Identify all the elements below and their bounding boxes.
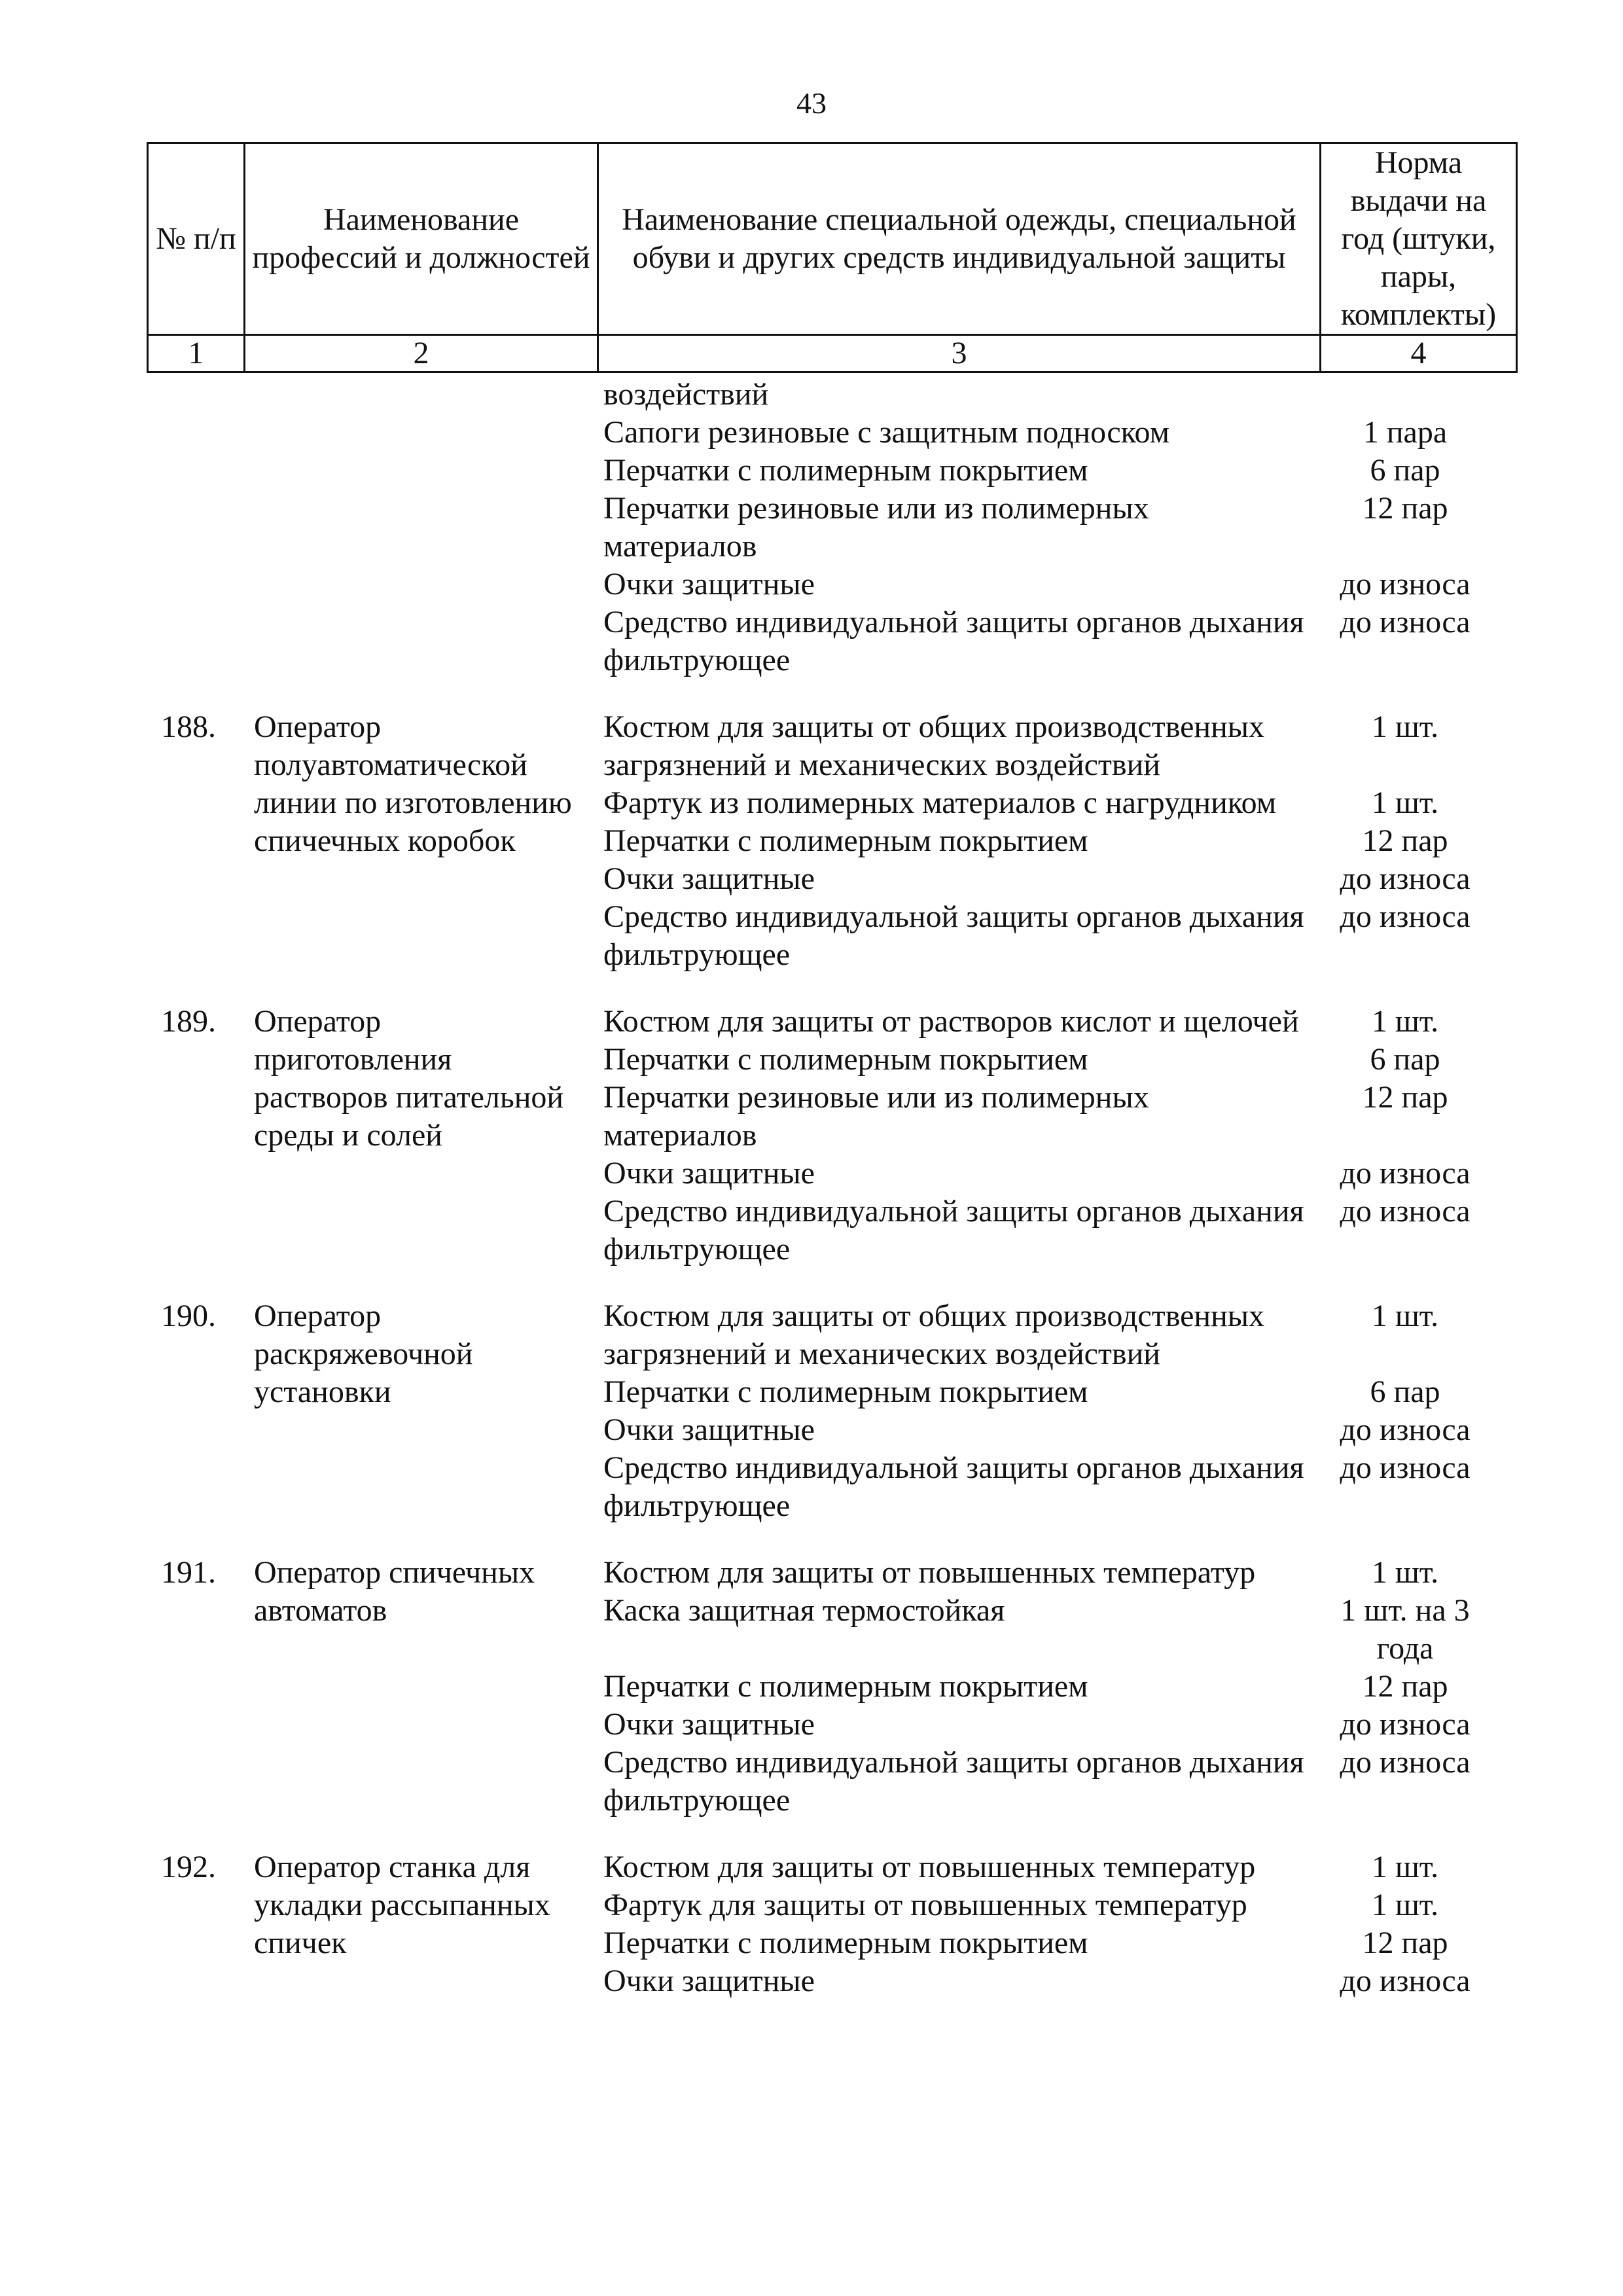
equipment-item [603,452,1623,490]
equipment-item [603,1373,1623,1411]
equipment-name: Очки защитные [603,861,815,896]
equipment-name: Средство индивидуальной защиты органов дыхания фильтрующее [603,605,1304,677]
equipment-item [603,784,1623,822]
table-header [147,142,1518,373]
equipment-quantity: до износа [1340,1964,1471,1998]
equipment-name: Костюм для защиты от общих производственных загрязнений и механических воздействий [603,709,1265,782]
equipment-item [603,898,1623,974]
table-entry [0,1297,1623,1525]
equipment-quantity: до износа [1340,899,1471,934]
equipment-quantity [1310,376,1500,414]
equipment-name: Перчатки резиновые или из полимерных материалов [603,1080,1149,1153]
table-entry [0,1848,1623,2000]
equipment-item [603,1193,1623,1268]
table-body [0,376,1623,2029]
equipment-name: Костюм для защиты от повышенных температур [603,1555,1256,1590]
equipment-item [603,1962,1623,2000]
equipment-item [603,1003,1623,1041]
equipment-item [603,603,1623,679]
profession-name: Оператор полуавтоматической линии по изготовлению спичечных коробок [254,709,572,858]
equipment-quantity: 1 шт. [1371,1555,1439,1590]
equipment-quantity: 12 пар [1362,1926,1448,1960]
equipment-list [603,1848,1623,2000]
equipment-quantity: до износа [1340,567,1471,601]
equipment-name: Очки защитные [603,1412,815,1447]
equipment-quantity: до износа [1340,1707,1471,1742]
equipment-name: Очки защитные [603,567,815,601]
equipment-item [603,376,1623,414]
equipment-item [603,1297,1623,1373]
equipment-quantity: до износа [1340,1156,1471,1191]
equipment-list [603,1297,1623,1525]
equipment-item [603,1668,1623,1706]
page-number: 43 [796,86,827,120]
equipment-quantity: до износа [1340,861,1471,896]
equipment-name: Перчатки с полимерным покрытием [603,1374,1088,1409]
equipment-item [603,1706,1623,1744]
header-col-profession: Наименование профессий и должностей [245,143,598,335]
equipment-name: Фартук из полимерных материалов с нагрудником [603,785,1277,820]
equipment-item [603,708,1623,784]
equipment-name: Очки защитные [603,1156,815,1191]
equipment-item [603,414,1623,452]
equipment-quantity: 6 пар [1370,453,1440,488]
equipment-quantity: до износа [1340,605,1471,639]
equipment-item [603,565,1623,603]
equipment-name: Средство индивидуальной защиты органов дыхания фильтрующее [603,1450,1304,1523]
equipment-name: Перчатки резиновые или из полимерных материалов [603,491,1149,564]
equipment-quantity: до износа [1340,1450,1471,1485]
table-entry [0,1003,1623,1268]
equipment-item [603,1592,1623,1668]
equipment-quantity: 12 пар [1362,823,1448,858]
equipment-name: Каска защитная термостойкая [603,1593,1005,1628]
equipment-item [603,1411,1623,1449]
equipment-quantity: 12 пар [1362,491,1448,526]
equipment-name: Средство индивидуальной защиты органов дыхания фильтрующее [603,899,1304,972]
column-index-1: 1 [148,335,245,372]
equipment-item [603,490,1623,565]
equipment-name: Перчатки с полимерным покрытием [603,1926,1088,1960]
profession-name: Оператор раскряжевочной установки [254,1299,473,1409]
equipment-item [603,1155,1623,1193]
equipment-item [603,822,1623,860]
equipment-item [603,1924,1623,1962]
header-col-norm: Норма выдачи на год (штуки, пары, комплекты) [1321,143,1517,335]
table-entry [0,376,1623,679]
equipment-quantity: 1 шт. [1371,1299,1439,1333]
equipment-quantity: до износа [1340,1745,1471,1780]
profession-name: Оператор приготовления растворов питательной среды и солей [254,1004,564,1153]
equipment-item [603,1554,1623,1592]
equipment-item [603,1041,1623,1079]
equipment-list [603,1003,1623,1268]
entry-number: 192. [161,1850,216,1884]
equipment-item [603,1079,1623,1155]
equipment-item [603,1449,1623,1525]
equipment-quantity: 1 шт. [1371,785,1439,820]
entry-number: 188. [161,709,216,744]
equipment-quantity: 12 пар [1362,1669,1448,1704]
equipment-name: Перчатки с полимерным покрытием [603,1042,1088,1077]
column-index-4: 4 [1321,335,1517,372]
table-entry [0,708,1623,974]
equipment-quantity: 1 шт. на 3 года [1340,1593,1470,1666]
equipment-list [603,376,1623,679]
header-col-equipment: Наименование специальной одежды, специальной обуви и других средств индивидуальной защиты [598,143,1321,335]
equipment-quantity: до износа [1340,1194,1471,1229]
equipment-quantity: 1 шт. [1371,709,1439,744]
equipment-quantity: 6 пар [1370,1374,1440,1409]
profession-name: Оператор спичечных автоматов [254,1555,535,1628]
table-entry [0,1554,1623,1820]
equipment-quantity: 1 шт. [1371,1850,1439,1884]
equipment-item [603,1848,1623,1886]
equipment-item [603,860,1623,898]
header-col-number: № п/п [148,143,245,335]
equipment-name: Очки защитные [603,1707,815,1742]
equipment-list [603,708,1623,974]
equipment-name: Перчатки с полимерным покрытием [603,1669,1088,1704]
equipment-name: Фартук для защиты от повышенных температур [603,1888,1247,1922]
entry-number: 189. [161,1004,216,1039]
equipment-name: Очки защитные [603,1964,815,1998]
equipment-name: Перчатки с полимерным покрытием [603,453,1088,488]
equipment-quantity: 12 пар [1362,1080,1448,1115]
equipment-name: Перчатки с полимерным покрытием [603,823,1088,858]
equipment-name: Костюм для защиты от повышенных температур [603,1850,1256,1884]
equipment-name: Средство индивидуальной защиты органов дыхания фильтрующее [603,1745,1304,1818]
column-index-2: 2 [245,335,598,372]
equipment-name: Средство индивидуальной защиты органов дыхания фильтрующее [603,1194,1304,1266]
entry-number: 190. [161,1299,216,1333]
equipment-item [603,1886,1623,1924]
column-index-3: 3 [598,335,1321,372]
equipment-quantity: 1 шт. [1371,1888,1439,1922]
equipment-name: воздействий [603,377,769,412]
equipment-quantity: 1 шт. [1371,1004,1439,1039]
equipment-quantity: 6 пар [1370,1042,1440,1077]
equipment-item [603,1744,1623,1820]
profession-name: Оператор станка для укладки рассыпанных спичек [254,1850,550,1960]
equipment-name: Сапоги резиновые с защитным подноском [603,415,1169,450]
equipment-quantity: до износа [1340,1412,1471,1447]
equipment-list [603,1554,1623,1820]
equipment-name: Костюм для защиты от общих производственных загрязнений и механических воздействий [603,1299,1265,1371]
entry-number: 191. [161,1555,216,1590]
equipment-quantity: 1 пара [1363,415,1448,450]
equipment-name: Костюм для защиты от растворов кислот и щелочей [603,1004,1299,1039]
